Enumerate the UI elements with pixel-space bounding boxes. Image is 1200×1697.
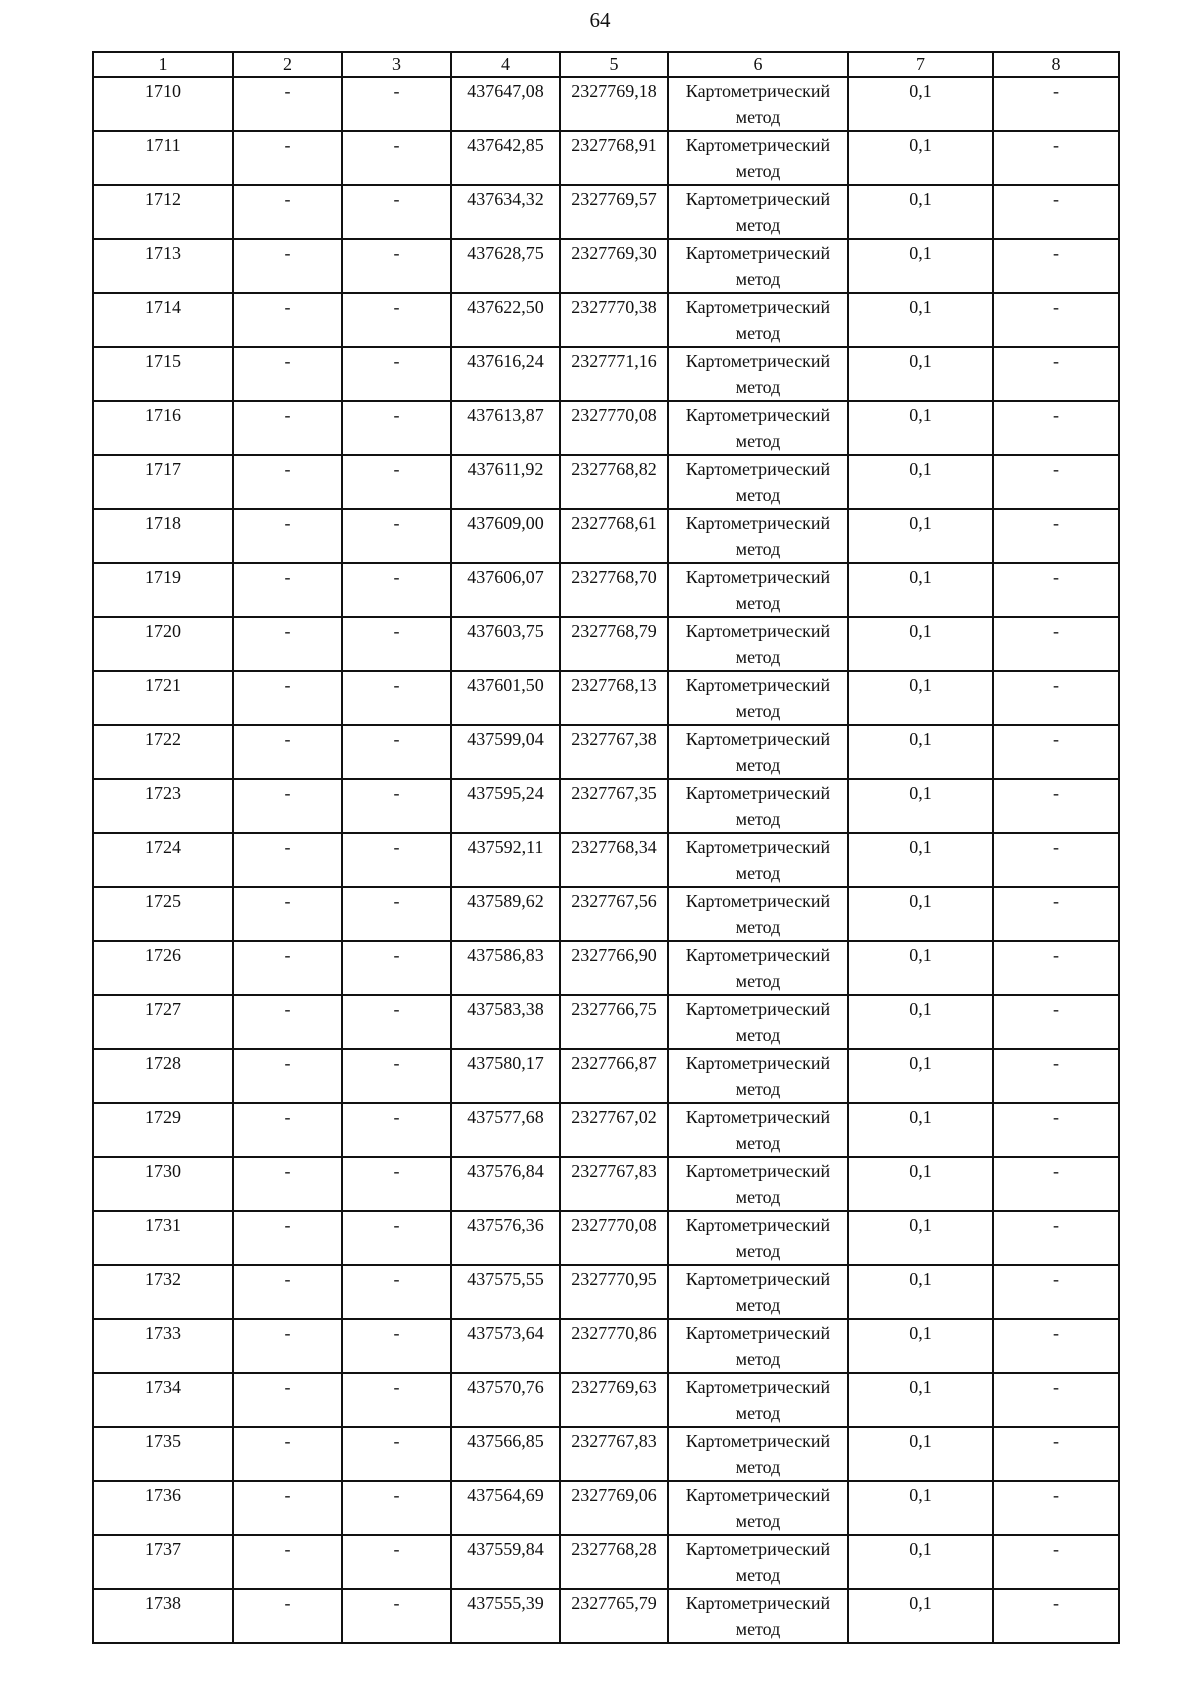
x-coordinate-cell: 437609,00 [451,509,560,563]
x-coordinate-cell: 437642,85 [451,131,560,185]
point-number-cell: 1711 [93,131,233,185]
x-coordinate-cell: 437570,76 [451,1373,560,1427]
cell: - [233,725,342,779]
table-row [93,941,1119,995]
y-coordinate-cell: 2327768,13 [560,671,668,725]
accuracy-cell: 0,1 [848,1157,993,1211]
cell: - [993,1211,1119,1265]
x-coordinate-cell: 437586,83 [451,941,560,995]
table-row [93,1157,1119,1211]
y-coordinate-cell: 2327766,75 [560,995,668,1049]
accuracy-cell: 0,1 [848,617,993,671]
cell: - [342,347,451,401]
point-number-cell: 1719 [93,563,233,617]
cell: - [233,1157,342,1211]
point-number-cell: 1712 [93,185,233,239]
accuracy-cell: 0,1 [848,77,993,131]
method-cell: Картометрический метод [668,131,848,185]
cell: - [233,779,342,833]
table-body [93,52,1119,1643]
cell: - [233,1535,342,1589]
point-number-cell: 1718 [93,509,233,563]
x-coordinate-cell: 437622,50 [451,293,560,347]
x-coordinate-cell: 437592,11 [451,833,560,887]
cell: - [233,239,342,293]
cell: - [993,401,1119,455]
point-number-cell: 1727 [93,995,233,1049]
table-row [93,509,1119,563]
point-number-cell: 1710 [93,77,233,131]
y-coordinate-cell: 2327768,61 [560,509,668,563]
table-row [93,779,1119,833]
method-cell: Картометрический метод [668,1373,848,1427]
column-header: 5 [560,52,668,77]
cell: - [342,1481,451,1535]
table-row [93,725,1119,779]
accuracy-cell: 0,1 [848,509,993,563]
accuracy-cell: 0,1 [848,995,993,1049]
accuracy-cell: 0,1 [848,131,993,185]
point-number-cell: 1715 [93,347,233,401]
method-cell: Картометрический метод [668,1211,848,1265]
method-cell: Картометрический метод [668,455,848,509]
table-row [93,1103,1119,1157]
cell: - [342,1373,451,1427]
accuracy-cell: 0,1 [848,779,993,833]
point-number-cell: 1716 [93,401,233,455]
method-cell: Картометрический метод [668,1589,848,1643]
cell: - [342,1103,451,1157]
cell: - [993,1589,1119,1643]
accuracy-cell: 0,1 [848,1103,993,1157]
y-coordinate-cell: 2327767,35 [560,779,668,833]
point-number-cell: 1725 [93,887,233,941]
point-number-cell: 1735 [93,1427,233,1481]
cell: - [342,833,451,887]
x-coordinate-cell: 437575,55 [451,1265,560,1319]
method-cell: Картометрический метод [668,563,848,617]
table-row [93,1427,1119,1481]
cell: - [233,1049,342,1103]
accuracy-cell: 0,1 [848,1373,993,1427]
accuracy-cell: 0,1 [848,293,993,347]
cell: - [993,1319,1119,1373]
y-coordinate-cell: 2327769,63 [560,1373,668,1427]
point-number-cell: 1717 [93,455,233,509]
table-row [93,77,1119,131]
point-number-cell: 1722 [93,725,233,779]
accuracy-cell: 0,1 [848,1049,993,1103]
point-number-cell: 1723 [93,779,233,833]
point-number-cell: 1736 [93,1481,233,1535]
cell: - [233,1589,342,1643]
x-coordinate-cell: 437559,84 [451,1535,560,1589]
page-number: 64 [589,8,611,32]
y-coordinate-cell: 2327768,82 [560,455,668,509]
table-row [93,131,1119,185]
method-cell: Картометрический метод [668,1427,848,1481]
cell: - [993,671,1119,725]
y-coordinate-cell: 2327768,34 [560,833,668,887]
cell: - [993,617,1119,671]
point-number-cell: 1732 [93,1265,233,1319]
cell: - [342,185,451,239]
method-cell: Картометрический метод [668,1049,848,1103]
accuracy-cell: 0,1 [848,563,993,617]
table-row [93,617,1119,671]
x-coordinate-cell: 437589,62 [451,887,560,941]
table-row [93,1319,1119,1373]
y-coordinate-cell: 2327771,16 [560,347,668,401]
method-cell: Картометрический метод [668,509,848,563]
point-number-cell: 1731 [93,1211,233,1265]
column-header: 7 [848,52,993,77]
x-coordinate-cell: 437564,69 [451,1481,560,1535]
cell: - [342,1157,451,1211]
cell: - [993,1535,1119,1589]
accuracy-cell: 0,1 [848,1589,993,1643]
method-cell: Картометрический метод [668,779,848,833]
y-coordinate-cell: 2327768,28 [560,1535,668,1589]
accuracy-cell: 0,1 [848,185,993,239]
accuracy-cell: 0,1 [848,887,993,941]
cell: - [342,239,451,293]
point-number-cell: 1738 [93,1589,233,1643]
accuracy-cell: 0,1 [848,455,993,509]
x-coordinate-cell: 437573,64 [451,1319,560,1373]
cell: - [233,455,342,509]
cell: - [342,131,451,185]
table-row [93,1535,1119,1589]
cell: - [993,1373,1119,1427]
cell: - [233,833,342,887]
method-cell: Картометрический метод [668,1481,848,1535]
method-cell: Картометрический метод [668,1535,848,1589]
cell: - [993,1481,1119,1535]
y-coordinate-cell: 2327769,06 [560,1481,668,1535]
y-coordinate-cell: 2327770,95 [560,1265,668,1319]
cell: - [233,131,342,185]
accuracy-cell: 0,1 [848,1211,993,1265]
table-row [93,1049,1119,1103]
table-row [93,401,1119,455]
cell: - [342,725,451,779]
accuracy-cell: 0,1 [848,833,993,887]
method-cell: Картометрический метод [668,671,848,725]
x-coordinate-cell: 437566,85 [451,1427,560,1481]
point-number-cell: 1733 [93,1319,233,1373]
x-coordinate-cell: 437601,50 [451,671,560,725]
column-header: 6 [668,52,848,77]
accuracy-cell: 0,1 [848,401,993,455]
cell: - [993,1157,1119,1211]
accuracy-cell: 0,1 [848,1535,993,1589]
method-cell: Картометрический метод [668,1319,848,1373]
point-number-cell: 1721 [93,671,233,725]
accuracy-cell: 0,1 [848,725,993,779]
cell: - [342,1427,451,1481]
column-header: 4 [451,52,560,77]
cell: - [233,401,342,455]
cell: - [993,509,1119,563]
table-row [93,563,1119,617]
cell: - [342,1049,451,1103]
cell: - [233,995,342,1049]
table-row [93,995,1119,1049]
point-number-cell: 1734 [93,1373,233,1427]
x-coordinate-cell: 437577,68 [451,1103,560,1157]
point-number-cell: 1724 [93,833,233,887]
cell: - [993,185,1119,239]
point-number-cell: 1729 [93,1103,233,1157]
column-header: 1 [93,52,233,77]
method-cell: Картометрический метод [668,77,848,131]
method-cell: Картометрический метод [668,1265,848,1319]
method-cell: Картометрический метод [668,1157,848,1211]
point-number-cell: 1737 [93,1535,233,1589]
x-coordinate-cell: 437628,75 [451,239,560,293]
cell: - [342,671,451,725]
column-header: 2 [233,52,342,77]
cell: - [342,941,451,995]
cell: - [233,293,342,347]
cell: - [342,455,451,509]
y-coordinate-cell: 2327769,57 [560,185,668,239]
cell: - [993,725,1119,779]
method-cell: Картометрический метод [668,725,848,779]
cell: - [233,1211,342,1265]
cell: - [993,1103,1119,1157]
y-coordinate-cell: 2327770,38 [560,293,668,347]
cell: - [993,455,1119,509]
x-coordinate-cell: 437647,08 [451,77,560,131]
cell: - [993,347,1119,401]
method-cell: Картометрический метод [668,401,848,455]
table-row [93,239,1119,293]
cell: - [233,1373,342,1427]
y-coordinate-cell: 2327768,79 [560,617,668,671]
accuracy-cell: 0,1 [848,1265,993,1319]
cell: - [993,1265,1119,1319]
table-row [93,1481,1119,1535]
coordinates-table [92,51,1120,1644]
table-header-row [93,52,1119,77]
y-coordinate-cell: 2327767,38 [560,725,668,779]
method-cell: Картометрический метод [668,833,848,887]
method-cell: Картометрический метод [668,617,848,671]
table-row [93,1373,1119,1427]
point-number-cell: 1713 [93,239,233,293]
accuracy-cell: 0,1 [848,941,993,995]
accuracy-cell: 0,1 [848,1427,993,1481]
cell: - [233,941,342,995]
y-coordinate-cell: 2327769,30 [560,239,668,293]
accuracy-cell: 0,1 [848,347,993,401]
table-row [93,1211,1119,1265]
column-header: 8 [993,52,1119,77]
table-row [93,833,1119,887]
x-coordinate-cell: 437576,36 [451,1211,560,1265]
cell: - [342,887,451,941]
y-coordinate-cell: 2327767,83 [560,1427,668,1481]
cell: - [233,1481,342,1535]
cell: - [342,77,451,131]
y-coordinate-cell: 2327768,91 [560,131,668,185]
method-cell: Картометрический метод [668,293,848,347]
y-coordinate-cell: 2327767,02 [560,1103,668,1157]
table-row [93,1265,1119,1319]
cell: - [342,1535,451,1589]
cell: - [342,1211,451,1265]
table-row [93,185,1119,239]
cell: - [993,887,1119,941]
point-number-cell: 1720 [93,617,233,671]
x-coordinate-cell: 437613,87 [451,401,560,455]
x-coordinate-cell: 437599,04 [451,725,560,779]
x-coordinate-cell: 437634,32 [451,185,560,239]
point-number-cell: 1726 [93,941,233,995]
method-cell: Картометрический метод [668,347,848,401]
method-cell: Картометрический метод [668,941,848,995]
cell: - [233,77,342,131]
method-cell: Картометрический метод [668,1103,848,1157]
y-coordinate-cell: 2327768,70 [560,563,668,617]
y-coordinate-cell: 2327766,90 [560,941,668,995]
y-coordinate-cell: 2327766,87 [560,1049,668,1103]
cell: - [233,671,342,725]
x-coordinate-cell: 437606,07 [451,563,560,617]
x-coordinate-cell: 437611,92 [451,455,560,509]
cell: - [233,1319,342,1373]
accuracy-cell: 0,1 [848,239,993,293]
cell: - [342,293,451,347]
table-row [93,1589,1119,1643]
y-coordinate-cell: 2327767,56 [560,887,668,941]
cell: - [233,185,342,239]
cell: - [993,131,1119,185]
x-coordinate-cell: 437595,24 [451,779,560,833]
x-coordinate-cell: 437616,24 [451,347,560,401]
column-header: 3 [342,52,451,77]
cell: - [233,617,342,671]
accuracy-cell: 0,1 [848,671,993,725]
cell: - [993,1427,1119,1481]
y-coordinate-cell: 2327770,08 [560,1211,668,1265]
cell: - [342,1319,451,1373]
cell: - [233,347,342,401]
cell: - [993,77,1119,131]
x-coordinate-cell: 437580,17 [451,1049,560,1103]
cell: - [993,293,1119,347]
cell: - [233,509,342,563]
cell: - [993,833,1119,887]
y-coordinate-cell: 2327770,86 [560,1319,668,1373]
cell: - [342,779,451,833]
cell: - [342,509,451,563]
method-cell: Картометрический метод [668,995,848,1049]
cell: - [342,617,451,671]
cell: - [233,887,342,941]
cell: - [993,239,1119,293]
table-row [93,671,1119,725]
y-coordinate-cell: 2327770,08 [560,401,668,455]
cell: - [993,995,1119,1049]
method-cell: Картометрический метод [668,185,848,239]
cell: - [993,563,1119,617]
y-coordinate-cell: 2327765,79 [560,1589,668,1643]
cell: - [993,1049,1119,1103]
x-coordinate-cell: 437555,39 [451,1589,560,1643]
cell: - [233,1427,342,1481]
table-row [93,455,1119,509]
method-cell: Картометрический метод [668,239,848,293]
cell: - [993,941,1119,995]
cell: - [342,995,451,1049]
accuracy-cell: 0,1 [848,1319,993,1373]
cell: - [342,1265,451,1319]
point-number-cell: 1714 [93,293,233,347]
method-cell: Картометрический метод [668,887,848,941]
cell: - [342,401,451,455]
x-coordinate-cell: 437576,84 [451,1157,560,1211]
accuracy-cell: 0,1 [848,1481,993,1535]
y-coordinate-cell: 2327769,18 [560,77,668,131]
y-coordinate-cell: 2327767,83 [560,1157,668,1211]
cell: - [233,1103,342,1157]
point-number-cell: 1730 [93,1157,233,1211]
table-row [93,347,1119,401]
cell: - [233,1265,342,1319]
x-coordinate-cell: 437603,75 [451,617,560,671]
point-number-cell: 1728 [93,1049,233,1103]
x-coordinate-cell: 437583,38 [451,995,560,1049]
table-row [93,293,1119,347]
cell: - [342,1589,451,1643]
cell: - [342,563,451,617]
table-row [93,887,1119,941]
cell: - [993,779,1119,833]
cell: - [233,563,342,617]
